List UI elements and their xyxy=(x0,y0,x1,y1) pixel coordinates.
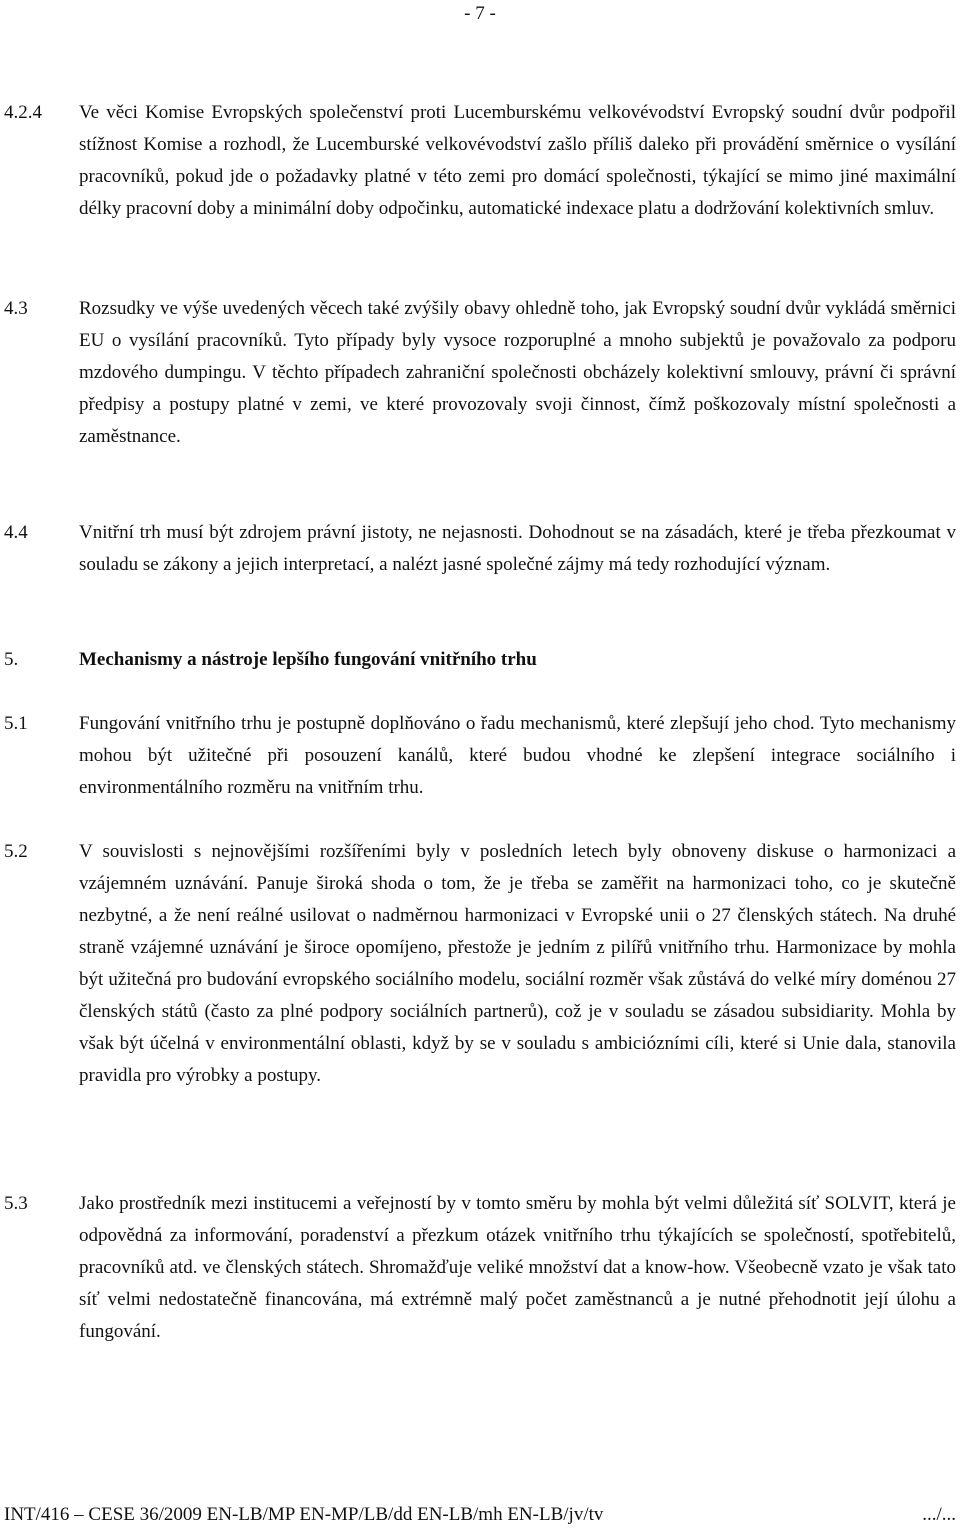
page-number: - 7 - xyxy=(464,3,496,24)
paragraph-text: Rozsudky ve výše uvedených věcech také zvýšily obavy ohledně toho, jak Evropský soudní dvůr vykládá směrnici EU o vysílání pracovníků. Tyto případy byly vysoce rozporuplné a mnoho subjektů je považovalo za podporu mzdového dumpingu. V těchto případech zahraniční společnosti obcházely kolektivní smlouvy, právní či správní předpisy a postupy platné v zemi, ve které provozovaly svoji činnost, čímž poškozovaly místní společnosti a zaměstnance. xyxy=(79,298,956,447)
paragraph-5-1 xyxy=(0,708,956,804)
paragraph-text: Ve věci Komise Evropských společenství proti Lucemburskému velkovévodství Evropský soudní dvůr podpořil stížnost Komise a rozhodl, že Lucemburské velkovévodství zašlo příliš daleko při provádění směrnice o vysílání pracovníků, pokud jde o požadavky platné v této zemi pro domácí společnosti, týkající se mimo jiné maximální délky pracovní doby a minimální doby odpočinku, automatické indexace platu a dodržování kolektivních smluv. xyxy=(79,102,956,219)
section-title: Mechanismy a nástroje lepšího fungování vnitřního trhu xyxy=(79,649,537,670)
paragraph-4-4 xyxy=(0,517,956,581)
paragraph-text: Jako prostředník mezi institucemi a veřejností by v tomto směru by mohla být velmi důležitá síť SOLVIT, která je odpovědná za informování, poradenství a přezkum otázek vnitřního trhu týkajících se společností, spotřebitelů, pracovníků atd. ve členských státech. Shromažďuje veliké množství dat a know-how. Všeobecně vzato je však tato síť velmi nedostatečně financována, má extrémně malý počet zaměstnanců a je nutné přehodnotit její úlohu a fungování. xyxy=(79,1193,956,1342)
paragraph-number: 5.3 xyxy=(4,1193,28,1214)
paragraph-text: Vnitřní trh musí být zdrojem právní jistoty, ne nejasnosti. Dohodnout se na zásadách, které je třeba přezkoumat v souladu se zákony a jejich interpretací, a nalézt jasné společné zájmy má tedy rozhodující význam. xyxy=(79,522,956,575)
paragraph-number: 4.2.4 xyxy=(4,102,42,123)
paragraph-number: 5.2 xyxy=(4,841,28,862)
paragraph-number: 4.3 xyxy=(4,298,28,319)
paragraph-5-3 xyxy=(0,1188,956,1348)
continuation-marker: .../... xyxy=(922,1504,956,1525)
paragraph-5-2 xyxy=(0,836,956,1092)
paragraph-text: V souvislosti s nejnovějšími rozšířeními byly v posledních letech byly obnoveny diskuse o harmonizaci a vzájemném uznávání. Panuje široká shoda o tom, že je třeba se zaměřit na harmonizaci toho, co je skutečně nezbytné, a že není reálné usilovat o nadměrnou harmonizaci v Evropské unii o 27 členských státech. Na druhé straně vzájemné uznávání je široce opomíjeno, přestože je jedním z pilířů vnitřního trhu. Harmonizace by mohla být užitečná pro budování evropského sociálního modelu, sociální rozměr však zůstává do velké míry doménou 27 členských států (často za plné podpory sociálních partnerů), což je v souladu se zásadou subsidiarity. Mohla by však být účelná v environmentální oblasti, když by se v souladu s ambiciózními cíli, které si Unie dala, stanovila pravidla pro výrobky a postupy. xyxy=(79,841,956,1086)
section-number: 5. xyxy=(4,649,19,670)
document-reference: INT/416 – CESE 36/2009 EN-LB/MP EN-MP/LB/dd EN-LB/mh EN-LB/jv/tv xyxy=(4,1504,604,1525)
paragraph-text: Fungování vnitřního trhu je postupně doplňováno o řadu mechanismů, které zlepšují jeho chod. Tyto mechanismy mohou být užitečné při posouzení kanálů, které budou vhodné ke zlepšení integrace sociálního i environmentálního rozměru na vnitřním trhu. xyxy=(79,713,956,798)
paragraph-number: 5.1 xyxy=(4,713,28,734)
paragraph-4-2-4 xyxy=(0,97,956,225)
paragraph-4-3 xyxy=(0,293,956,453)
paragraph-number: 4.4 xyxy=(4,522,28,543)
section-heading-5 xyxy=(0,644,956,676)
